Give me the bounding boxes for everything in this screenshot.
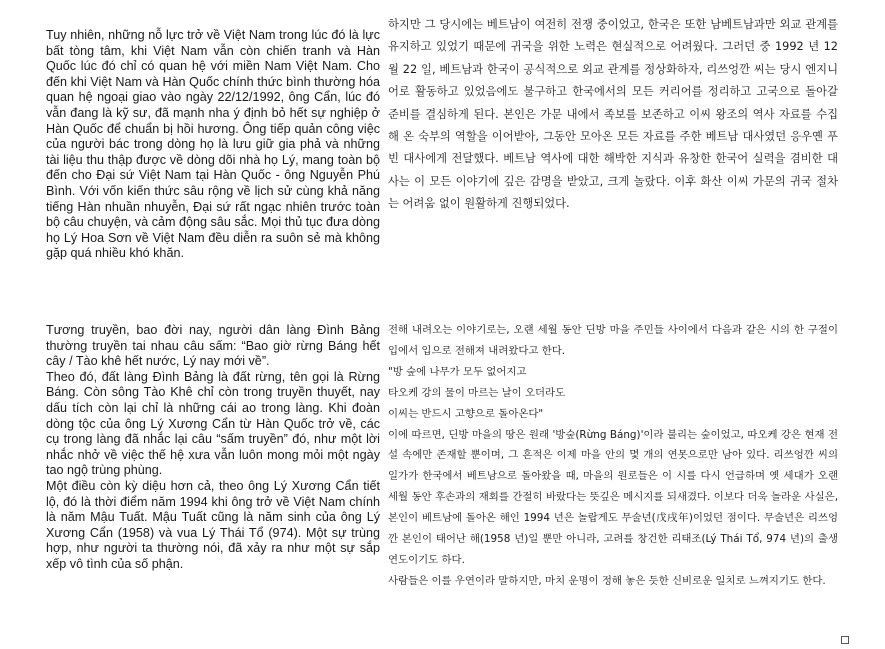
vi-text-block: Một điều còn kỳ diệu hơn cả, theo ông Lý Xương Cẩn tiết lộ, đó là thời điểm năm 1994 khi ông trở về Việt Nam chính là năm Mậu Tuất. Mậu Tuất cũng là năm sinh của ông Lý Xương Cẩn (1958) và vua Lý Thái Tổ (974). Một sự trùng hợp, như người ta thường nói, đã xảy ra như một sự sắp xếp vô tình của số phận. xyxy=(46,478,380,571)
vi-text-block: Tương truyền, bao đời nay, người dân làng Đình Bảng thường truyền tai nhau câu sấm: “Bao giờ rừng Báng hết cây / Tào khê hết nước, Lý nay mới về”. xyxy=(46,323,380,369)
korean-paragraph-2 xyxy=(388,320,838,592)
vi-text-block: Tuy nhiên, những nỗ lực trở về Việt Nam trong lúc đó là lực bất tòng tâm, khi Việt Nam vẫn còn chiến tranh và Hàn Quốc lúc đó chỉ có quan hệ với miền Nam Việt Nam. Cho đến khi Việt Nam và Hàn Quốc chính thức bình thường hóa quan hệ ngoại giao vào ngày 22/12/1992, ông Cẩn, lúc đó vẫn đang là kỹ sư, đã mạnh nha ý định bỏ hết sự nghiệp ở Hàn Quốc để chuẩn bị hồi hương. Ông tiếp quản công việc của người bác trong dòng họ là lưu giữ gia phả và những tài liệu thu thập được về dòng dõi nhà họ Lý, mang toàn bộ đến cho Đại sứ Việt Nam tại Hàn Quốc - ông Nguyễn Phú Bình. Với vốn kiến thức sâu rộng về lịch sử cùng khả năng tiếng Hàn nhuần nhuyễn, Đại sứ rất ngạc nhiên trước toàn bộ câu chuyện, và cảm động sâu sắc. Mọi thủ tục đưa dòng họ Lý Hoa Sơn về Việt Nam đều diễn ra suôn sẻ mà không gặp quá nhiều khó khăn. xyxy=(46,28,380,261)
ko-text-block: 전해 내려오는 이야기로는, 오랜 세월 동안 딘방 마을 주민들 사이에서 다음과 같은 시의 한 구절이 입에서 입으로 전해져 내려왔다고 한다. xyxy=(388,324,838,357)
end-of-page-square-icon xyxy=(841,636,849,644)
ko-text-block: 사람들은 이를 우연이라 말하지만, 마치 운명이 정해 놓은 듯한 신비로운 일치로 느껴지기도 한다. xyxy=(388,574,826,587)
vietnamese-paragraph-2 xyxy=(46,323,380,573)
vietnamese-paragraph-1 xyxy=(46,28,380,262)
korean-paragraph-1 xyxy=(388,14,838,216)
ko-text-block: 이에 따르면, 딘방 마을의 땅은 원래 '방숲(Rừng Báng)'이라 불리는 숲이었고, 따오케 강은 현재 전설 속에만 존재할 뿐이며, 그 흔적은 이제 마을 안의 몇 개의 연못으로만 남아 있다. 리쓰엉깐 씨의 일가가 한국에서 베트남으로 돌아왔을 때, 마을의 원로들은 이 시를 다시 언급하며 옛 세대가 오랜 세월 동안 후손과의 재회를 간절히 바랐다는 뜻깊은 메시지를 되새겼다. 이보다 더욱 놀라운 사실은, 본인이 베트남에 돌아온 해인 1994 년은 놀랍게도 무술년(戊戌年)이었던 점이다. 무술년은 리쓰엉깐 본인이 태어난 해(1958 년)일 뿐만 아니라, 고려를 창건한 리태조(Lý Thái Tổ, 974 년)의 출생연도이기도 하다. xyxy=(388,428,838,566)
vi-text-block: Theo đó, đất làng Đình Bảng là đất rừng, tên gọi là Rừng Báng. Còn sông Tào Khê chỉ còn trong truyền thuyết, nay dấu tích còn lại chỉ là những cái ao trong làng. Khi đoàn dòng tộc của ông Lý Xương Cẩn từ Hàn Quốc trở về, các cụ trong làng đã nhắc lại câu “sấm truyền” đó, như một lời nhắc nhở về việc thế hệ xưa vẫn luôn mong mỏi một ngày tao ngộ trùng phùng. xyxy=(46,369,380,478)
ko-poem-line: 이씨는 반드시 고향으로 돌아온다" xyxy=(388,407,544,420)
ko-poem-line: "방 숲에 나무가 모두 없어지고 xyxy=(388,365,527,378)
ko-poem-line: 타오케 강의 물이 마르는 날이 오더라도 xyxy=(388,386,566,399)
ko-text-block: 하지만 그 당시에는 베트남이 여전히 전쟁 중이었고, 한국은 또한 남베트남과만 외교 관계를 유지하고 있었기 때문에 귀국을 위한 노력은 현실적으로 어려웠다. 그러던 중 1992 년 12 월 22 일, 베트남과 한국이 공식적으로 외교 관계를 정상화하자, 리쓰엉깐 씨는 당시 엔지니어로 활동하고 있었음에도 불구하고 한국에서의 모든 커리어를 정리하고 고국으로 돌아갈 준비를 결심하게 된다. 본인은 가문 내에서 족보를 보존하고 이씨 왕조의 역사 자료를 수집해 온 숙부의 역할을 이어받아, 그동안 모아온 모든 자료를 주한 베트남 대사였던 응우옌 푸 빈 대사에게 전달했다. 베트남 역사에 대한 해박한 지식과 유창한 한국어 실력을 겸비한 대사는 이 모든 이야기에 깊은 감명을 받았고, 크게 놀랐다. 이후 화산 이씨 가문의 귀국 절차는 어려움 없이 원활하게 진행되었다. xyxy=(388,18,838,211)
